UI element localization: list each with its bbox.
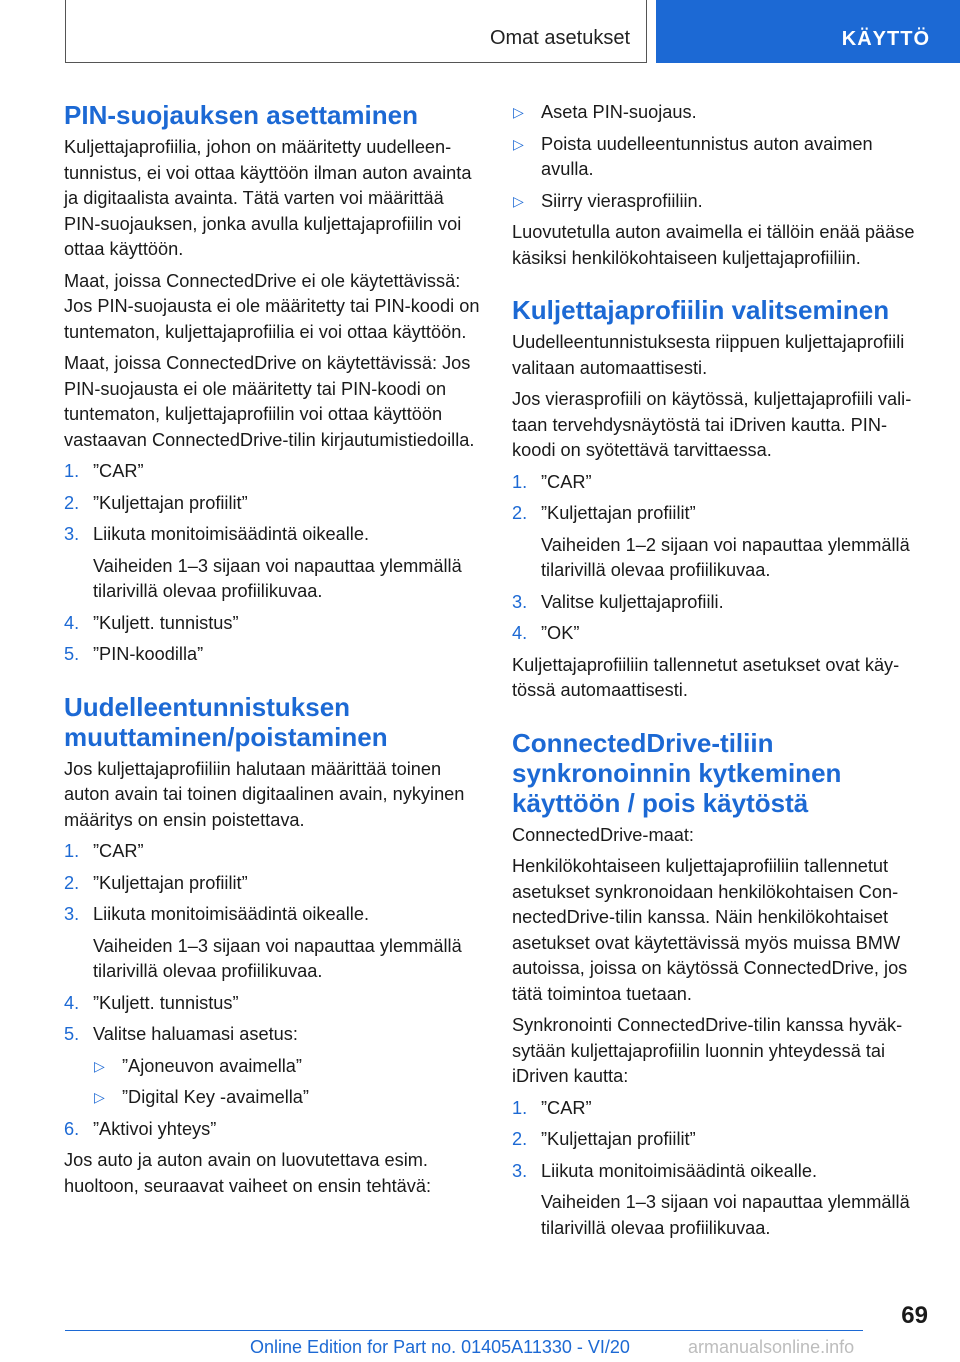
list-item (93, 1054, 482, 1080)
step-number: 2. (64, 872, 80, 893)
page-number: 69 (901, 1302, 928, 1329)
step-note: Vaiheiden 1–3 sijaan voi napauttaa ylemmällä tilarivillä olevaa profiilikuvaa. (541, 1192, 910, 1238)
list-item (512, 621, 928, 647)
heading-connecteddrive-sync: ConnectedDrive-tiliin synkronoinnin kytkeminen käyttöön / pois käytöstä (512, 727, 842, 818)
triangle-bullet-icon: ▷ (513, 135, 524, 152)
bullet-list (512, 100, 928, 214)
paragraph: Kuljettajaprofiilia, johon on määritetty uudelleentunnistus, ei voi ottaa käyttöön ilman auton avainta ja digitaalista avainta. Tätä varten voi määrittää PIN-suojauksen, jonka avulla kuljettajaprofiilin voi ottaa käyttöön. (64, 137, 472, 259)
step-text: ”Kuljettajan profiilit” (541, 1129, 696, 1149)
step-note: Vaiheiden 1–2 sijaan voi napauttaa ylemmällä tilarivillä olevaa profiilikuvaa. (541, 534, 910, 580)
step-text: ”CAR” (541, 471, 592, 492)
list-item (64, 871, 482, 897)
list-item (64, 611, 482, 637)
step-number: 2. (512, 503, 528, 523)
option-text: ”Digital Key -avaimella” (122, 1087, 309, 1107)
steps-list (64, 839, 482, 1142)
chapter-tab (656, 0, 960, 63)
triangle-bullet-icon: ▷ (94, 1057, 105, 1074)
step-number: 1. (512, 1097, 528, 1118)
step-number: 5. (64, 1024, 80, 1044)
list-item (512, 100, 928, 126)
paragraph: Uudelleentunnistuksesta riippuen kuljettajaprofiili valitaan automaattisesti. (512, 332, 905, 378)
triangle-bullet-icon: ▷ (94, 1089, 105, 1105)
list-item (64, 1117, 482, 1143)
step-number: 6. (64, 1118, 80, 1139)
step-number: 1. (512, 471, 528, 492)
step-number: 3. (512, 1160, 528, 1181)
bullet-text: Siirry vierasprofiiliin. (541, 190, 703, 211)
list-item (64, 902, 482, 985)
chapter-title: KÄYTTÖ (841, 28, 930, 50)
step-note: Vaiheiden 1–3 sijaan voi napauttaa ylemmällä tilarivillä olevaa profiilikuvaa. (93, 555, 462, 601)
list-item (512, 1127, 928, 1153)
list-item (64, 459, 482, 485)
bullet-text: Aseta PIN-suojaus. (541, 102, 697, 122)
step-number: 4. (64, 612, 80, 633)
step-number: 2. (64, 492, 80, 513)
bullet-text: Poista uudelleentunnistus auton avaimen avulla. (541, 133, 873, 179)
paragraph: ConnectedDrive-maat: (512, 824, 694, 845)
option-list (93, 1054, 482, 1111)
triangle-bullet-icon: ▷ (513, 104, 524, 120)
paragraph: Jos vierasprofiili on käytössä, kuljettajaprofiili valitaan tervehdysnäytöstä tai iDriven kautta. PIN-koodi on syötettävä tarvittaessa. (512, 389, 912, 460)
list-item (512, 1096, 928, 1122)
step-text: ”CAR” (541, 1097, 592, 1118)
section-title: Omat asetukset (489, 27, 630, 49)
step-text: ”Kuljettajan profiilit” (93, 872, 248, 893)
list-item (64, 1022, 482, 1111)
step-number: 1. (64, 461, 80, 481)
paragraph: Luovutetulla auton avaimella ei tällöin enää pääse käsiksi henkilökohtaiseen kuljettajaprofiiliin. (512, 222, 915, 268)
paragraph: Maat, joissa ConnectedDrive ei ole käytettävissä: Jos PIN-suojausta ei ole määritetty tai PIN-koodi on tuntematon, kuljettajaprofiilia ei voi ottaa käyttöön. (64, 270, 480, 342)
paragraph: Jos auto ja auton avain on luovutettava esim. huoltoon, seuraavat vaiheet on ensin tehtävä: (64, 1150, 432, 1196)
steps-list (64, 459, 482, 668)
step-text: ”Kuljettajan profiilit” (541, 503, 696, 523)
step-number: 3. (512, 591, 528, 612)
step-text: ”Kuljett. tunnistus” (93, 612, 239, 633)
heading-reidentification: Uudelleentunnistuksen muuttaminen/poistaminen (64, 691, 388, 752)
edition-text: Online Edition for Part no. 01405A11330 - VI/20 (250, 1337, 630, 1357)
triangle-bullet-icon: ▷ (513, 192, 524, 209)
section-box (65, 0, 647, 63)
option-text: ”Ajoneuvon avaimella” (122, 1055, 302, 1076)
step-text: Valitse haluamasi asetus: (93, 1024, 298, 1044)
step-text: Liikuta monitoimisäädintä oikealle. (93, 524, 369, 544)
step-number: 5. (64, 644, 80, 664)
list-item (64, 839, 482, 865)
step-text: ”CAR” (93, 461, 144, 481)
list-item (64, 991, 482, 1017)
list-item (64, 522, 482, 605)
page-header (0, 0, 960, 66)
list-item (64, 642, 482, 668)
list-item (512, 470, 928, 496)
step-note: Vaiheiden 1–3 sijaan voi napauttaa ylemmällä tilarivillä olevaa profiilikuvaa. (93, 935, 462, 981)
step-number: 4. (512, 623, 528, 643)
list-item (512, 501, 928, 584)
list-item (512, 189, 928, 215)
step-text: ”Kuljett. tunnistus” (93, 992, 239, 1013)
step-text: ”PIN-koodilla” (93, 644, 204, 664)
step-text: Liikuta monitoimisäädintä oikealle. (93, 904, 369, 924)
right-column (512, 100, 928, 1247)
list-item (512, 590, 928, 616)
paragraph: Jos kuljettajaprofiiliin halutaan määrittää toinen auton avain tai toinen digitaalinen avain, nykyinen määritys on ensin poistettava. (64, 758, 465, 830)
page-footer (0, 1290, 960, 1362)
step-text: ”Aktivoi yhteys” (93, 1118, 217, 1139)
footer-divider (65, 1330, 863, 1331)
step-text: Liikuta monitoimisäädintä oikealle. (541, 1160, 817, 1181)
steps-list (512, 1096, 928, 1242)
heading-select-profile: Kuljettajaprofiilin valitseminen (512, 295, 890, 325)
step-number: 4. (64, 992, 80, 1013)
list-item (64, 491, 482, 517)
step-text: ”OK” (541, 623, 580, 643)
paragraph: Maat, joissa ConnectedDrive on käytettävissä: Jos PIN-suojausta ei ole määritetty tai PIN-koodi on tuntematon, kuljettajaprofiilin voi ottaa käyttöön vastaavan ConnectedDrive-tilin kirjautumistiedoilla. (64, 353, 475, 450)
list-item (93, 1085, 482, 1111)
step-text: ”Kuljettajan profiilit” (93, 492, 248, 513)
watermark: armanualsonline.info (688, 1337, 855, 1357)
paragraph: Kuljettajaprofiiliin tallennetut asetukset ovat käytössä automaattisesti. (512, 654, 900, 700)
step-number: 1. (64, 841, 80, 861)
step-text: ”CAR” (93, 841, 144, 861)
step-text: Valitse kuljettajaprofiili. (541, 591, 724, 612)
list-item (512, 132, 928, 183)
step-number: 3. (64, 904, 80, 924)
paragraph: Synkronointi ConnectedDrive-tilin kanssa hyväksytään kuljettajaprofiilin luonnin yhteydessä tai iDriven kautta: (512, 1015, 903, 1086)
paragraph: Henkilökohtaiseen kuljettajaprofiiliin tallennetut asetukset synkronoidaan henkilökohtaisen ConnectedDrive-tilin kanssa. Näin henkilökohtaiset asetukset ovat käytettävissä myös muissa BMW autoissa, joissa on käytössä ConnectedDrive, jos tätä toimintoa tuetaan. (512, 856, 908, 1004)
steps-list (512, 470, 928, 647)
step-number: 3. (64, 524, 80, 544)
heading-pin-protection: PIN-suojauksen asettaminen (64, 100, 418, 130)
left-column (64, 100, 482, 1205)
step-number: 2. (512, 1129, 528, 1149)
list-item (512, 1159, 928, 1242)
